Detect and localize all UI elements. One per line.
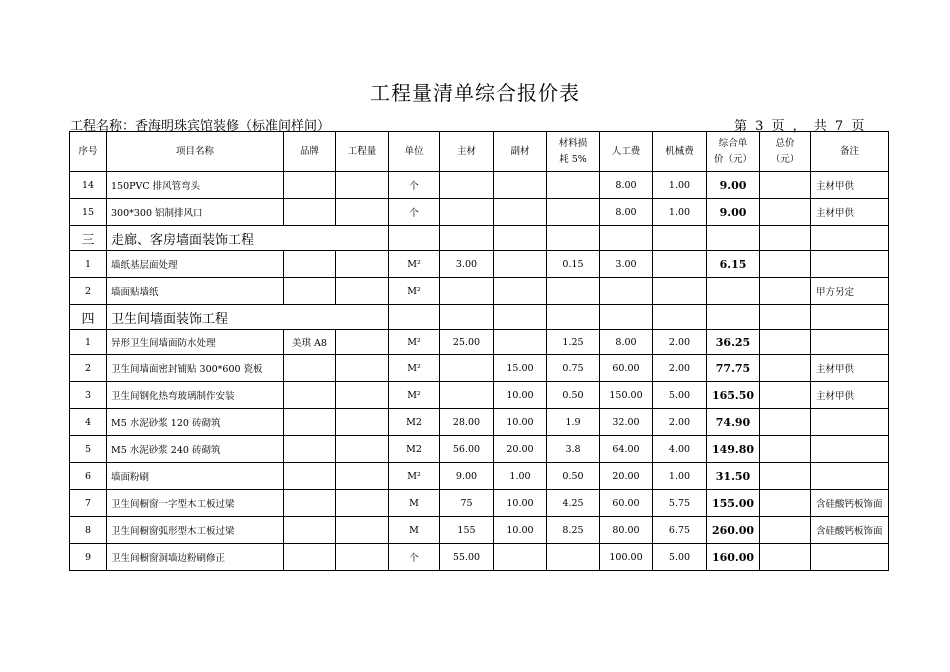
cell-seq: 8	[70, 517, 107, 544]
cell-aux	[494, 278, 547, 305]
header-main-material: 主材	[440, 132, 494, 172]
section-number: 三	[70, 226, 107, 251]
cell-name: 卫生间橱窗一字型木工板过梁	[107, 490, 284, 517]
cell-note: 含硅酸钙板饰面	[811, 490, 889, 517]
cell-unit: M²	[389, 355, 440, 382]
cell-name: 墙面贴墙纸	[107, 278, 284, 305]
cell-total	[760, 409, 811, 436]
cell-note: 主材甲供	[811, 172, 889, 199]
cell-unit-price: 6.15	[707, 251, 760, 278]
cell-aux	[494, 544, 547, 571]
cell-machine: 2.00	[653, 409, 707, 436]
cell-empty	[760, 305, 811, 330]
cell-unit-price: 9.00	[707, 172, 760, 199]
table-row	[70, 490, 889, 517]
cell-loss: 4.25	[547, 490, 600, 517]
cell-brand	[284, 382, 336, 409]
cell-total	[760, 330, 811, 355]
quote-table	[69, 131, 889, 571]
cell-main: 25.00	[440, 330, 494, 355]
cell-seq: 2	[70, 355, 107, 382]
cell-machine: 2.00	[653, 330, 707, 355]
cell-empty	[440, 226, 494, 251]
cell-unit-price: 9.00	[707, 199, 760, 226]
cell-empty	[760, 226, 811, 251]
cell-seq: 6	[70, 463, 107, 490]
cell-loss: 0.75	[547, 355, 600, 382]
table-row	[70, 199, 889, 226]
cell-machine: 5.75	[653, 490, 707, 517]
cell-empty	[440, 305, 494, 330]
header-qty: 工程量	[336, 132, 389, 172]
cell-loss: 8.25	[547, 517, 600, 544]
cell-machine: 1.00	[653, 172, 707, 199]
cell-empty	[494, 305, 547, 330]
cell-qty	[336, 463, 389, 490]
page-info: 第 3 页 ， 共 7 页	[734, 119, 865, 134]
cell-seq: 1	[70, 251, 107, 278]
cell-main	[440, 278, 494, 305]
cell-qty	[336, 382, 389, 409]
cell-unit: 个	[389, 544, 440, 571]
cell-unit-price: 165.50	[707, 382, 760, 409]
header-loss-line2: 耗 5%	[559, 153, 587, 165]
cell-labor: 3.00	[600, 251, 653, 278]
cell-brand	[284, 490, 336, 517]
cell-empty	[600, 305, 653, 330]
cell-seq: 3	[70, 382, 107, 409]
cell-empty	[811, 305, 889, 330]
cell-aux	[494, 172, 547, 199]
cell-note	[811, 463, 889, 490]
cell-brand	[284, 409, 336, 436]
cell-unit-price: 160.00	[707, 544, 760, 571]
cell-brand	[284, 463, 336, 490]
cell-note	[811, 436, 889, 463]
cell-aux: 20.00	[494, 436, 547, 463]
cell-name: M5 水泥砂浆 240 砖砌筑	[107, 436, 284, 463]
cell-aux	[494, 199, 547, 226]
header-brand: 品牌	[284, 132, 336, 172]
cell-empty	[811, 226, 889, 251]
cell-total	[760, 172, 811, 199]
cell-empty	[707, 226, 760, 251]
cell-unit: 个	[389, 172, 440, 199]
header-loss-line1: 材料损	[558, 137, 588, 149]
cell-seq: 4	[70, 409, 107, 436]
cell-empty	[653, 226, 707, 251]
cell-qty	[336, 172, 389, 199]
table-row	[70, 172, 889, 199]
cell-note: 含硅酸钙板饰面	[811, 517, 889, 544]
cell-total	[760, 517, 811, 544]
cell-note: 主材甲供	[811, 199, 889, 226]
cell-empty	[707, 305, 760, 330]
cell-main: 9.00	[440, 463, 494, 490]
cell-seq: 5	[70, 436, 107, 463]
cell-note	[811, 409, 889, 436]
table-row	[70, 355, 889, 382]
cell-unit: M2	[389, 436, 440, 463]
cell-name: 卫生间墙面密封铺贴 300*600 瓷板	[107, 355, 284, 382]
cell-loss: 0.50	[547, 382, 600, 409]
cell-name: 异形卫生间墙面防水处理	[107, 330, 284, 355]
cell-unit-price: 260.00	[707, 517, 760, 544]
cell-machine: 1.00	[653, 199, 707, 226]
cell-name: 300*300 铝制排风口	[107, 199, 284, 226]
cell-main: 75	[440, 490, 494, 517]
cell-empty	[389, 305, 440, 330]
header-machine: 机械费	[653, 132, 707, 172]
cell-main: 56.00	[440, 436, 494, 463]
cell-loss: 1.25	[547, 330, 600, 355]
cell-labor: 8.00	[600, 330, 653, 355]
cell-labor: 20.00	[600, 463, 653, 490]
cell-qty	[336, 409, 389, 436]
cell-total	[760, 436, 811, 463]
cell-aux	[494, 330, 547, 355]
cell-main: 155	[440, 517, 494, 544]
cell-name: M5 水泥砂浆 120 砖砌筑	[107, 409, 284, 436]
header-unit-price-line2: 价（元）	[713, 153, 752, 165]
cell-total	[760, 251, 811, 278]
table-row	[70, 409, 889, 436]
cell-unit: M	[389, 517, 440, 544]
cell-total	[760, 355, 811, 382]
section-row	[70, 305, 889, 330]
cell-name: 卫生间钢化热弯玻璃制作安装	[107, 382, 284, 409]
cell-machine	[653, 278, 707, 305]
cell-seq: 9	[70, 544, 107, 571]
cell-qty	[336, 199, 389, 226]
cell-main	[440, 172, 494, 199]
cell-unit: M²	[389, 382, 440, 409]
cell-main	[440, 355, 494, 382]
cell-note: 主材甲供	[811, 382, 889, 409]
cell-unit-price: 149.80	[707, 436, 760, 463]
header-total-line1: 总价	[775, 137, 795, 149]
cell-machine: 1.00	[653, 463, 707, 490]
header-unit: 单位	[389, 132, 440, 172]
cell-qty	[336, 330, 389, 355]
header-total-line2: （元）	[770, 153, 800, 165]
header-loss	[547, 132, 600, 172]
table-row	[70, 278, 889, 305]
cell-seq: 15	[70, 199, 107, 226]
cell-unit: M2	[389, 409, 440, 436]
cell-loss: 3.8	[547, 436, 600, 463]
cell-qty	[336, 517, 389, 544]
section-number: 四	[70, 305, 107, 330]
cell-empty	[547, 305, 600, 330]
cell-machine: 2.00	[653, 355, 707, 382]
cell-seq: 7	[70, 490, 107, 517]
cell-aux: 10.00	[494, 517, 547, 544]
cell-labor	[600, 278, 653, 305]
cell-name: 卫生间橱窗洞墙边粉刷修正	[107, 544, 284, 571]
cell-aux: 15.00	[494, 355, 547, 382]
cell-brand	[284, 517, 336, 544]
table-row	[70, 436, 889, 463]
cell-loss: 1.9	[547, 409, 600, 436]
cell-loss: 0.15	[547, 251, 600, 278]
cell-qty	[336, 490, 389, 517]
cell-note	[811, 544, 889, 571]
cell-empty	[600, 226, 653, 251]
header-aux-material: 副材	[494, 132, 547, 172]
cell-qty	[336, 544, 389, 571]
cell-name: 卫生间橱窗弧形型木工板过梁	[107, 517, 284, 544]
cell-aux: 1.00	[494, 463, 547, 490]
cell-seq: 1	[70, 330, 107, 355]
cell-main: 3.00	[440, 251, 494, 278]
cell-note: 主材甲供	[811, 355, 889, 382]
header-name: 项目名称	[107, 132, 284, 172]
cell-unit: M	[389, 490, 440, 517]
cell-unit-price: 31.50	[707, 463, 760, 490]
cell-aux: 10.00	[494, 382, 547, 409]
cell-qty	[336, 436, 389, 463]
section-row	[70, 226, 889, 251]
document-title: 工程量清单综合报价表	[370, 81, 580, 105]
table-row	[70, 382, 889, 409]
cell-machine	[653, 251, 707, 278]
cell-unit-price	[707, 278, 760, 305]
cell-empty	[547, 226, 600, 251]
cell-labor: 60.00	[600, 490, 653, 517]
cell-main	[440, 382, 494, 409]
cell-total	[760, 544, 811, 571]
header-labor: 人工费	[600, 132, 653, 172]
cell-loss	[547, 544, 600, 571]
cell-labor: 150.00	[600, 382, 653, 409]
header-seq: 序号	[70, 132, 107, 172]
cell-empty	[494, 226, 547, 251]
cell-main	[440, 199, 494, 226]
cell-machine: 4.00	[653, 436, 707, 463]
section-title: 卫生间墙面装饰工程	[107, 305, 389, 330]
cell-brand	[284, 199, 336, 226]
cell-labor: 60.00	[600, 355, 653, 382]
cell-loss	[547, 172, 600, 199]
cell-aux: 10.00	[494, 490, 547, 517]
cell-qty	[336, 278, 389, 305]
table-row	[70, 463, 889, 490]
cell-seq: 14	[70, 172, 107, 199]
header-row	[70, 132, 889, 172]
cell-labor: 8.00	[600, 172, 653, 199]
cell-total	[760, 463, 811, 490]
cell-total	[760, 199, 811, 226]
cell-qty	[336, 251, 389, 278]
header-total	[760, 132, 811, 172]
header-unit-price	[707, 132, 760, 172]
cell-unit-price: 36.25	[707, 330, 760, 355]
cell-total	[760, 490, 811, 517]
cell-name: 墙面粉刷	[107, 463, 284, 490]
cell-name: 墙纸基层面处理	[107, 251, 284, 278]
cell-loss: 0.50	[547, 463, 600, 490]
cell-loss	[547, 199, 600, 226]
cell-loss	[547, 278, 600, 305]
cell-empty	[653, 305, 707, 330]
cell-brand	[284, 251, 336, 278]
cell-machine: 5.00	[653, 382, 707, 409]
cell-aux: 10.00	[494, 409, 547, 436]
cell-total	[760, 382, 811, 409]
cell-main: 28.00	[440, 409, 494, 436]
cell-note	[811, 251, 889, 278]
cell-aux	[494, 251, 547, 278]
cell-unit: M²	[389, 278, 440, 305]
cell-brand	[284, 436, 336, 463]
table-row	[70, 330, 889, 355]
header-note: 备注	[811, 132, 889, 172]
cell-machine: 5.00	[653, 544, 707, 571]
cell-qty	[336, 355, 389, 382]
cell-main: 55.00	[440, 544, 494, 571]
cell-unit: M²	[389, 463, 440, 490]
cell-brand: 美琪 A8	[284, 330, 336, 355]
cell-labor: 8.00	[600, 199, 653, 226]
table-row	[70, 517, 889, 544]
cell-note	[811, 330, 889, 355]
cell-brand	[284, 172, 336, 199]
project-name: 工程名称：香海明珠宾馆装修（标准间样间）	[70, 119, 331, 134]
cell-seq: 2	[70, 278, 107, 305]
cell-unit-price: 74.90	[707, 409, 760, 436]
table-row	[70, 251, 889, 278]
section-title: 走廊、客房墙面装饰工程	[107, 226, 389, 251]
cell-unit: M²	[389, 251, 440, 278]
cell-labor: 80.00	[600, 517, 653, 544]
cell-brand	[284, 544, 336, 571]
cell-machine: 6.75	[653, 517, 707, 544]
table-row	[70, 544, 889, 571]
cell-total	[760, 278, 811, 305]
header-unit-price-line1: 综合单	[718, 137, 748, 149]
cell-name: 150PVC 排风管弯头	[107, 172, 284, 199]
cell-unit: 个	[389, 199, 440, 226]
cell-unit-price: 155.00	[707, 490, 760, 517]
cell-brand	[284, 355, 336, 382]
cell-labor: 64.00	[600, 436, 653, 463]
cell-labor: 100.00	[600, 544, 653, 571]
cell-brand	[284, 278, 336, 305]
cell-labor: 32.00	[600, 409, 653, 436]
cell-unit-price: 77.75	[707, 355, 760, 382]
cell-empty	[389, 226, 440, 251]
cell-unit: M²	[389, 330, 440, 355]
cell-note: 甲方另定	[811, 278, 889, 305]
